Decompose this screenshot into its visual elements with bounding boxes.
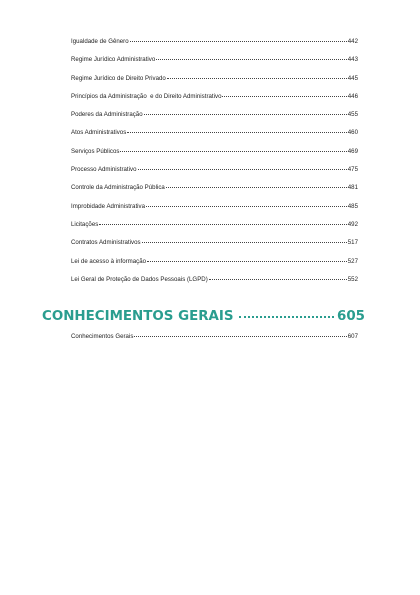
toc-entry-improbidade-administrativa[interactable] [71, 203, 358, 221]
toc-entry-page-number: 469 [347, 147, 358, 155]
toc-entry-title: Atos Administrativos [71, 129, 127, 137]
dot-leader [127, 132, 347, 133]
dot-leader [142, 242, 347, 243]
toc-entry-page-number: 485 [347, 202, 358, 210]
dot-leader [130, 41, 347, 42]
dot-leader [146, 206, 347, 207]
section-heading-page-number: 605 [337, 309, 365, 324]
toc-entry-igualdade-de-genero[interactable] [71, 38, 358, 56]
toc-entry-conhecimentos-gerais[interactable] [71, 333, 358, 351]
toc-entry-lei-de-acesso-a-informacao[interactable] [71, 258, 358, 276]
toc-entry-title: Processo Administrativo [71, 166, 137, 174]
toc-entry-page-number: 552 [347, 275, 358, 283]
toc-entry-principios-da-administracao[interactable] [71, 93, 358, 111]
toc-entry-title: Princípios da Administração e do Direito Administrativo [71, 92, 222, 100]
toc-entry-page-number: 442 [347, 38, 358, 45]
toc-entry-title: Serviços Públicos [71, 147, 120, 155]
dot-leader [134, 336, 346, 337]
toc-entry-title: Regime Jurídico de Direito Privado [71, 74, 166, 82]
toc-entry-servicos-publicos[interactable] [71, 148, 358, 166]
toc-entry-page-number: 481 [347, 184, 358, 192]
toc-entry-controle-da-administracao-publica[interactable] [71, 184, 358, 202]
toc-entry-contratos-administrativos[interactable] [71, 239, 358, 257]
section-entries [71, 333, 358, 351]
toc-entry-regime-juridico-administrativo[interactable] [71, 56, 358, 74]
toc-entry-page-number: 445 [347, 74, 358, 82]
toc-entry-page-number: 527 [347, 257, 358, 265]
toc-entry-page-number: 517 [347, 239, 358, 247]
toc-entry-page-number: 455 [347, 111, 358, 119]
toc-entry-regime-juridico-direito-privado[interactable] [71, 75, 358, 93]
toc-entry-poderes-da-administracao[interactable] [71, 111, 358, 129]
section-heading-conhecimentos-gerais[interactable] [42, 309, 365, 324]
toc-entry-title: Improbidade Administrativa [71, 202, 146, 210]
section-heading-title: CONHECIMENTOS GERAIS [42, 309, 234, 324]
dot-leader [222, 96, 346, 97]
toc-entry-title: Conhecimentos Gerais [71, 333, 134, 340]
toc-entry-page-number: 492 [347, 220, 358, 228]
toc-entry-title: Contratos Administrativos [71, 239, 141, 247]
toc-entry-atos-administrativos[interactable] [71, 129, 358, 147]
dot-leader [99, 224, 346, 225]
dot-leader [144, 114, 347, 115]
toc-entry-title: Controle da Administração Pública [71, 184, 165, 192]
toc-entry-title: Lei Geral de Proteção de Dados Pessoais (LGPD) [71, 275, 208, 283]
toc-entry-processo-administrativo[interactable] [71, 166, 358, 184]
dot-leader [120, 151, 346, 152]
toc-entry-licitacoes[interactable] [71, 221, 358, 239]
toc-entry-title: Poderes da Administração [71, 111, 143, 119]
toc-entry-page-number: 443 [347, 56, 358, 64]
dot-leader [209, 279, 347, 280]
toc-entry-page-number: 475 [347, 166, 358, 174]
dot-leader [147, 261, 347, 262]
toc-entry-title: Licitações [71, 220, 99, 228]
toc-entry-title: Regime Jurídico Administrativo [71, 56, 156, 64]
dot-leader [156, 59, 347, 60]
toc-entry-lgpd[interactable] [71, 276, 358, 294]
dot-leader [138, 169, 347, 170]
toc-entry-page-number: 446 [347, 92, 358, 100]
toc-entry-page-number: 607 [347, 333, 358, 340]
toc-entry-title: Lei de acesso à informação [71, 257, 147, 265]
toc-entry-page-number: 460 [347, 129, 358, 137]
toc-entry-title: Igualdade de Gênero [71, 38, 129, 45]
dot-leader [167, 78, 347, 79]
section-dot-leader [239, 316, 335, 318]
table-of-contents [71, 38, 358, 294]
dot-leader [166, 187, 347, 188]
